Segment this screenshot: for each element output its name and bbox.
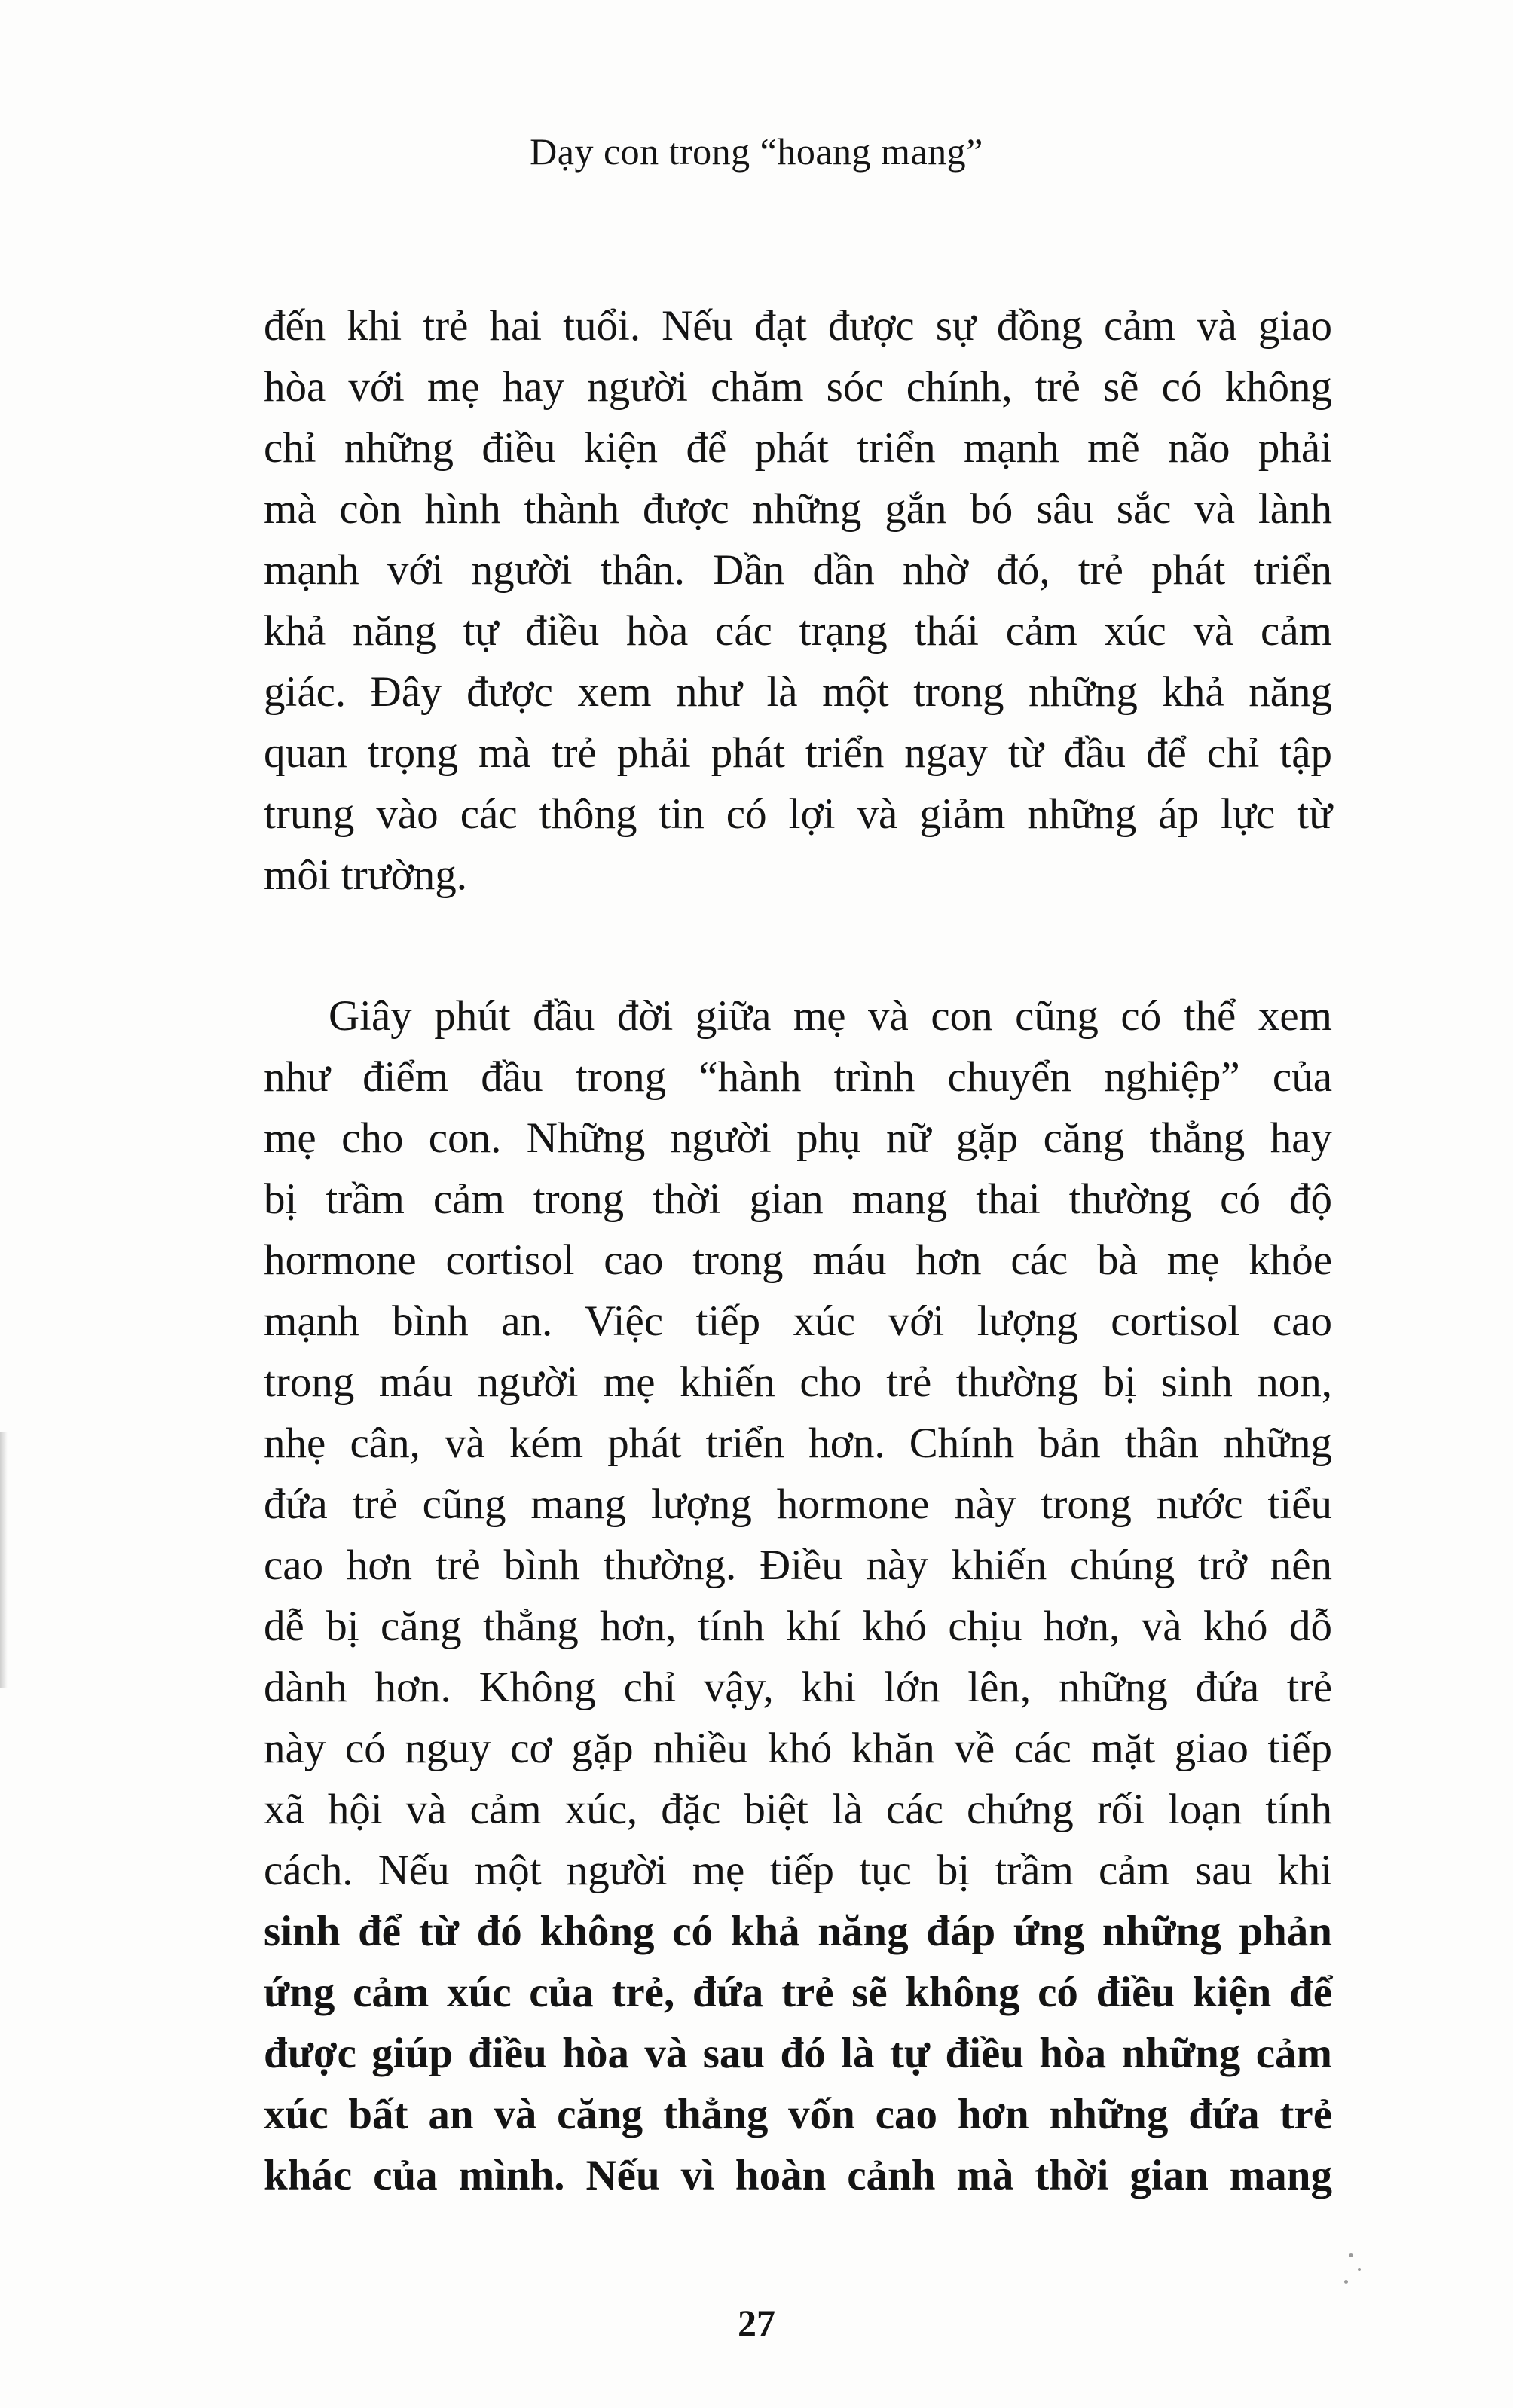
paragraph-line: được giúp điều hòa và sau đó là tự điều hòa những cảm — [264, 2030, 1332, 2077]
paragraph-2 — [264, 986, 1332, 2206]
paragraph-line: dễ bị căng thẳng hơn, tính khí khó chịu hơn, và khó dỗ — [264, 1603, 1332, 1650]
paragraph-line: bị trầm cảm trong thời gian mang thai thường có độ — [264, 1175, 1332, 1223]
paragraph-line: quan trọng mà trẻ phải phát triển ngay từ đầu để chỉ tập — [264, 729, 1332, 777]
scan-speck — [1358, 2268, 1361, 2271]
paragraph-line: môi trường. — [264, 851, 468, 899]
running-header: Dạy con trong “hoang mang” — [530, 130, 983, 173]
scan-speck — [1344, 2280, 1348, 2284]
paragraph-line: hormone cortisol cao trong máu hơn các bà mẹ khỏe — [264, 1236, 1332, 1284]
paragraph-line: trong máu người mẹ khiến cho trẻ thường bị sinh non, — [264, 1358, 1332, 1406]
paragraph-line: dành hơn. Không chỉ vậy, khi lớn lên, những đứa trẻ — [264, 1664, 1332, 1711]
paragraph-line: khác của mình. Nếu vì hoàn cảnh mà thời gian mang — [264, 2152, 1332, 2199]
paragraph-line: ứng cảm xúc của trẻ, đứa trẻ sẽ không có điều kiện để — [264, 1969, 1332, 2016]
scan-shadow-edge — [0, 1432, 8, 1688]
page-number: 27 — [738, 2302, 775, 2344]
paragraph-line: trung vào các thông tin có lợi và giảm những áp lực từ — [264, 790, 1332, 838]
paragraph-line: khả năng tự điều hòa các trạng thái cảm xúc và cảm — [264, 607, 1332, 655]
paragraph-line: nhẹ cân, và kém phát triển hơn. Chính bản thân những — [264, 1419, 1332, 1467]
paragraph-line: xã hội và cảm xúc, đặc biệt là các chứng rối loạn tính — [264, 1786, 1332, 1833]
paragraph-line: giác. Đây được xem như là một trong những khả năng — [264, 668, 1332, 716]
paragraph-line: cao hơn trẻ bình thường. Điều này khiến chúng trở nên — [264, 1542, 1332, 1589]
paragraph-line: xúc bất an và căng thẳng vốn cao hơn những đứa trẻ — [264, 2091, 1332, 2138]
paragraph-line: như điểm đầu trong “hành trình chuyển nghiệp” của — [264, 1053, 1332, 1101]
paragraph-line: mẹ cho con. Những người phụ nữ gặp căng thẳng hay — [264, 1114, 1332, 1162]
scan-speck — [1349, 2253, 1353, 2257]
paragraph-line: mạnh với người thân. Dần dần nhờ đó, trẻ phát triển — [264, 546, 1332, 594]
paragraph-line: đến khi trẻ hai tuổi. Nếu đạt được sự đồng cảm và giao — [264, 302, 1332, 350]
paragraph-1 — [264, 295, 1332, 906]
paragraph-line: này có nguy cơ gặp nhiều khó khăn về các mặt giao tiếp — [264, 1725, 1332, 1772]
paragraph-line: mạnh bình an. Việc tiếp xúc với lượng cortisol cao — [264, 1297, 1332, 1345]
paragraph-line: hòa với mẹ hay người chăm sóc chính, trẻ sẽ có không — [264, 363, 1332, 411]
paragraph-line: cách. Nếu một người mẹ tiếp tục bị trầm cảm sau khi — [264, 1847, 1332, 1894]
paragraph-line: chỉ những điều kiện để phát triển mạnh mẽ não phải — [264, 424, 1332, 472]
paragraph-line: đứa trẻ cũng mang lượng hormone này trong nước tiểu — [264, 1481, 1332, 1528]
paragraph-line: sinh để từ đó không có khả năng đáp ứng những phản — [264, 1908, 1332, 1955]
paragraph-line: mà còn hình thành được những gắn bó sâu sắc và lành — [264, 485, 1332, 533]
paragraph-line: Giây phút đầu đời giữa mẹ và con cũng có thể xem — [329, 992, 1332, 1040]
